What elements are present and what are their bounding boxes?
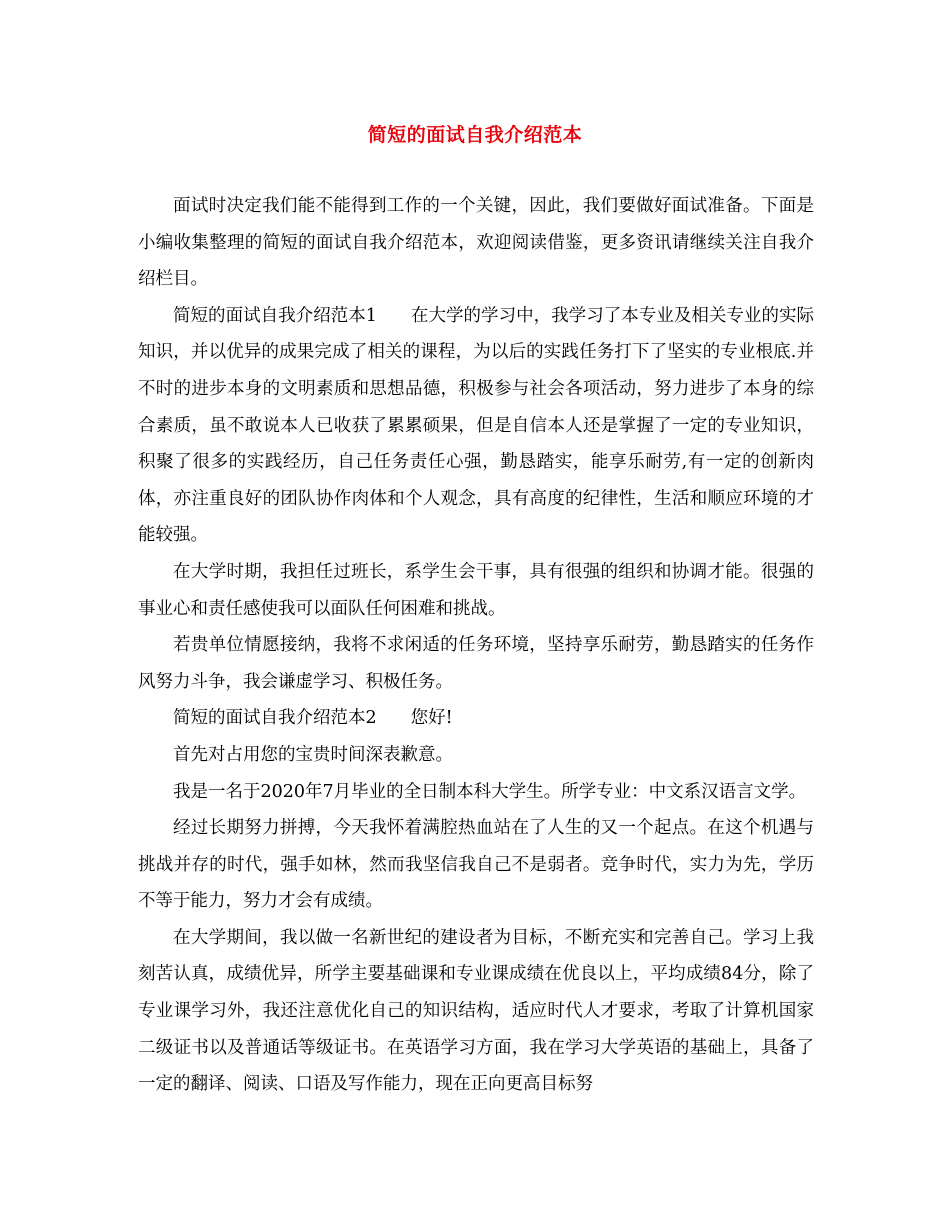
paragraph-graduation <box>138 774 814 811</box>
paragraph-struggle <box>138 810 814 920</box>
paragraph-text: 我是一名于2020年7月毕业的全日制本科大学生。所学专业：中文系汉语言文学。 <box>173 781 807 802</box>
paragraph-commitment <box>138 627 814 700</box>
paragraph-text: 在大学的学习中，我学习了本专业及相关专业的实际知识，并以优异的成果完成了相关的课程，为以后的实践任务打下了坚实的专业根底.并不时的进步本身的文明素质和思想品德，积极参与社会各项活动，努力进步了本身的综合素质，虽不敢说本人已收获了累累硕果，但是自信本人还是掌握了一定的专业知识，积聚了很多的实践经历，自己任务责任心强，勤恳踏实，能享乐耐劳,有一定的创新肉体，亦注重良好的团队协作肉体和个人观念，具有高度的纪律性，生活和顺应环境的才能较强。 <box>138 305 815 546</box>
paragraph-text: 若贵单位情愿接纳，我将不求闲适的任务环境，坚持享乐耐劳，勤恳踏实的任务作风努力斗争，我会谦虚学习、积极任务。 <box>138 635 814 692</box>
paragraph-text: 面试时决定我们能不能得到工作的一个关键，因此，我们要做好面试准备。下面是小编收集整理的简短的面试自我介绍范本，欢迎阅读借鉴，更多资讯请继续关注自我介绍栏目。 <box>138 196 814 290</box>
document-body <box>138 188 814 1103</box>
paragraph-student-leader <box>138 554 814 627</box>
paragraph-sample-1 <box>138 298 814 554</box>
paragraph-text: 您好! <box>410 708 453 729</box>
paragraph-apology <box>138 737 814 774</box>
document-title: 简短的面试自我介绍范本 <box>367 124 583 146</box>
sample-heading: 简短的面试自我介绍范本1 <box>173 305 377 326</box>
paragraph-intro <box>138 188 814 298</box>
paragraph-text: 在大学时期，我担任过班长，系学生会干事，具有很强的组织和协调才能。很强的事业心和责任感使我可以面队任何困难和挑战。 <box>138 561 814 619</box>
paragraph-text: 在大学期间，我以做一名新世纪的建设者为目标，不断充实和完善自己。学习上我刻苦认真，成绩优异，所学主要基础课和专业课成绩在优良以上，平均成绩84分，除了专业课学习外，我还注意优化自己的知识结构，适应时代人才要求，考取了计算机国家二级证书以及普通话等级证书。在英语学习方面，我在学习大学英语的基础上，具备了一定的翻译、阅读、口语及写作能力，现在正向更高目标努 <box>138 927 814 1095</box>
paragraph-text: 经过长期努力拼搏，今天我怀着满腔热血站在了人生的又一个起点。在这个机遇与挑战并存的时代，强手如林，然而我坚信我自己不是弱者。竞争时代，实力为先，学历不等于能力，努力才会有成绩。 <box>138 818 814 912</box>
paragraph-study <box>138 920 814 1103</box>
paragraph-text: 首先对占用您的宝贵时间深表歉意。 <box>173 744 453 765</box>
paragraph-sample-2 <box>138 700 814 737</box>
sample-heading: 简短的面试自我介绍范本2 <box>173 708 377 729</box>
